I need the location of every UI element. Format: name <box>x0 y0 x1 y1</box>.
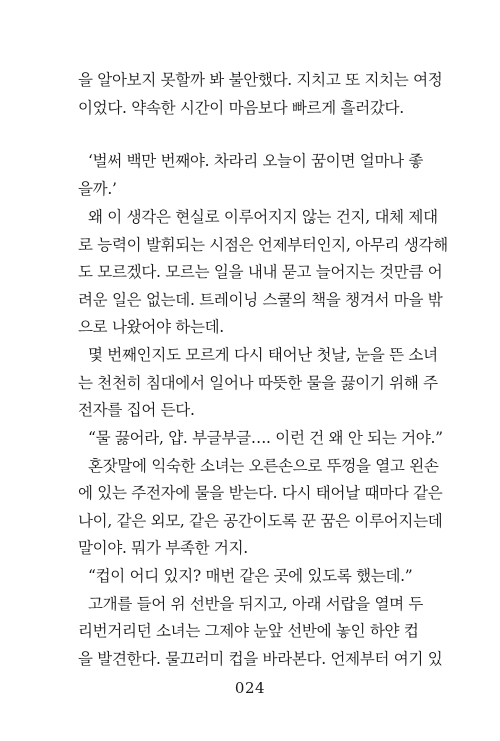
text-line: 말이야. 뭐가 부족한 거지. <box>78 539 248 557</box>
text-line: 왜 이 생각은 현실로 이루어지지 않는 건지, 대체 제대 <box>88 208 438 226</box>
page-number: 024 <box>234 679 266 697</box>
text-line: 에 있는 주전자에 물을 받는다. 다시 태어날 때마다 같은 <box>78 484 443 502</box>
text-line: 으로 나왔어야 하는데. <box>78 318 224 336</box>
text-line: 몇 번째인지도 모르게 다시 태어난 첫날, 눈을 뜬 소녀 <box>88 346 438 364</box>
text-line: 을까.’ <box>78 180 117 198</box>
text-line: 로 능력이 발휘되는 시점은 언제부터인지, 아무리 생각해 <box>78 236 448 254</box>
text-line: 을 알아보지 못할까 봐 불안했다. 지치고 또 지치는 여정 <box>78 71 443 89</box>
text-line: “컵이 어디 있지? 매번 같은 곳에 있도록 했는데.” <box>88 567 413 585</box>
text-line: 리번거리던 소녀는 그제야 눈앞 선반에 놓인 하얀 컵 <box>78 622 419 640</box>
text-line: 나이, 같은 외모, 같은 공간이도록 꾼 꿈은 이루어지는데 <box>78 512 443 530</box>
text-line: 혼잣말에 익숙한 소녀는 오른손으로 뚜껑을 열고 왼손 <box>88 457 439 475</box>
text-line: “물 끓어라, 얍. 부글부글…. 이런 건 왜 안 되는 거야.” <box>88 429 443 447</box>
text-line: ‘벌써 백만 번째야. 차라리 오늘이 꿈이면 얼마나 좋 <box>88 152 424 170</box>
text-line: 고개를 들어 위 선반을 뒤지고, 아래 서랍을 열며 두 <box>88 595 424 613</box>
text-line: 도 모르겠다. 모르는 일을 내내 묻고 늘어지는 것만큼 어 <box>78 263 443 281</box>
text-line: 이었다. 약속한 시간이 마음보다 빠르게 흘러갔다. <box>78 99 404 117</box>
text-line: 전자를 집어 든다. <box>78 401 195 419</box>
text-line: 는 천천히 침대에서 일어나 따뜻한 물을 끓이기 위해 주 <box>78 374 438 392</box>
text-line: 려운 일은 없는데. 트레이닝 스쿨의 책을 챙겨서 마을 밖 <box>78 291 443 309</box>
text-line: 을 발견한다. 물끄러미 컵을 바라본다. 언제부터 여기 있 <box>78 650 443 668</box>
